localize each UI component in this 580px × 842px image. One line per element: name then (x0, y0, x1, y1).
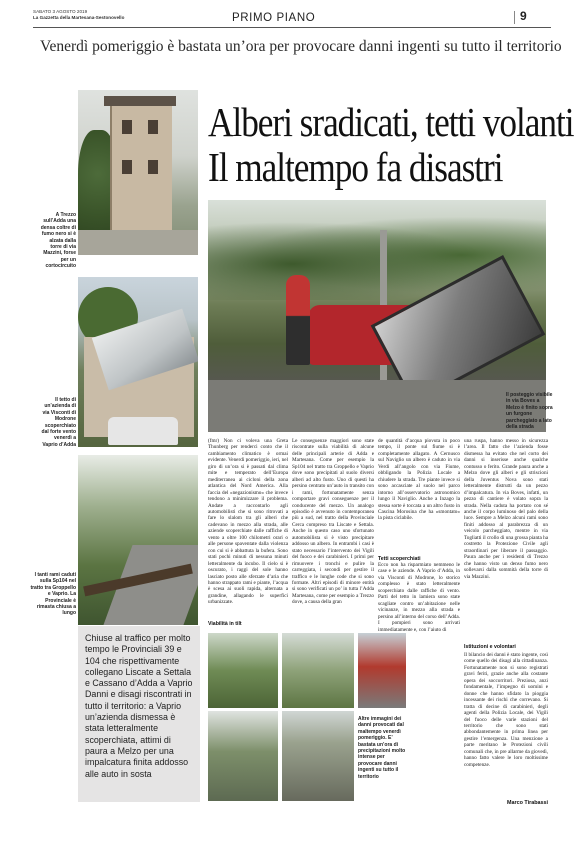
photo-building (110, 102, 172, 242)
photo-window (122, 120, 132, 134)
photo-small-4 (208, 711, 278, 801)
photo-car (108, 417, 178, 445)
photo-window (148, 120, 158, 134)
caption-tower: A Trezzo sull’Adda una densa coltre di fumo nero si è alzata dalla torre di via Mazzini, forse per un cortocircuito (40, 212, 76, 270)
photo-window (148, 160, 158, 174)
author-signature: Marco Tirabassi (507, 800, 548, 806)
subhead-viabilita: Viabilità in tilt (208, 621, 242, 627)
header-rule (33, 27, 551, 28)
photo-roof-damage (78, 277, 198, 447)
photo-fallen-branches (78, 455, 198, 625)
caption-small-photos: Altre immagini dei danni provocati dal maltempo venerdì pomeriggio. E’ bastata un’ora di precipitazioni molto intense per provocare danni ingenti su tutto il territorio (358, 716, 406, 780)
body-column-3: de quantità d’acqua piovuta in poco tempo, il ponte sul fiume si è completamente allagato. A Cernusco sul Naviglio un albero è caduto in via Verdi all’angolo con via Fiume, obbligando la Polizia Locale a chiudere la strada. Tre piante invece si sono accasciate al suolo nel parco intorno all’osservatorio astronomico lungo il Naviglio. Anche a Inzago la stessa sorte è toccata a un altro fusto in Cascina Morosina che ha «smontato» la pista ciclabile. (378, 438, 460, 522)
photo-person (286, 275, 310, 365)
masthead (33, 9, 233, 21)
body-column-3b: Ecco non ha risparmiato nemmeno le case e le aziende. A Vaprio d’Adda, in via Visconti di Modrone, lo storico complesso è stato letteralmente scoperchiato dalle raffiche di vento. Parti del tetto in lamiera sono state scagliate contro un’abitazione nelle vicinanze, in mezzo alla strada e persino all’interno del corso dell’Adda. I pompieri sono arrivati immediatamente e, con l’aiuto di (378, 562, 460, 633)
photo-small-2 (282, 633, 354, 708)
subhead-istituzioni: Istituzioni e volontari (464, 644, 516, 650)
photo-window (122, 160, 132, 174)
photo-small-3 (358, 633, 406, 708)
photo-tower-smoke (78, 90, 198, 255)
article-kicker: Venerdì pomeriggio è bastata un’ora per provocare danni ingenti su tutto il territorio (40, 38, 562, 55)
page-number: 9 (520, 9, 527, 23)
photo-small-5 (282, 711, 354, 801)
headline-line-1: Alberi sradicati, tetti volanti (208, 99, 574, 145)
photo-fence (78, 230, 198, 255)
body-column-4b: Il bilancio dei danni è stato ingente, così come quello dei disagi alla cittadinanza. Fortunatamente non si sono registrati gravi feriti, grazie anche alla costante opera dei soccorritori. Preziosa, anzi fondamentale, l’impegno di uomini e donne che hanno sfidato la pioggia incessante dei rischi che correvano. Si tratta di decine di carabinieri, degli agenti della Polizia Locale, dei Vigili del fuoco delle varie stazioni del territorio che sono stati abbondantemente in prima linea per gestire l’emergenza. Una menzione a parte meritano le Protezioni civili comunali che, in pre allarme da giovedì, hanno fatto valere le loro moltissime competenze. (464, 652, 548, 768)
body-column-1: (fmr) Non ci voleva una Greta Thunberg per renderci conto che il cambiamento climatico è ormai evidente. Venerdì pomeriggio, ieri, nel giro di un’ora si è passati dal clima mite e temperato dell’Europa mediterranea ai cicloni della zona atlantica del Nord America. Alla faccia del «negazionismo» che invece tendono a minimizzare il problema. Andate a raccontarlo agli automobilisti che si sono ritrovati a fare lo slalom tra gli alberi che cadevano in mezzo alla strada, alle aziende scoperchiate dalle raffiche di vento a oltre 100 chilometri orari o alle persone spaventate dalla violenza con cui si è abbattuta la bufera. Sono stati pochi minuti di nessuna minuti letteralmente da incubo. Il cielo si è oscurato, i raggi del sole hanno lasciato posto alle sferzate d’aria che hanno strappato rami e piante, l’acqua è scesa ai suoli rapida, alternata a grandine, allagando le superfici urbanizzate. (208, 438, 288, 606)
subhead-tetti: Tetti scoperchiati (378, 556, 421, 562)
body-column-2: Le conseguenze maggiori sono state riscontrate sulla viabilità di alcune delle principali arterie di Adda e Martesana. Come per esempio la Sp104 nel tratto tra Groppello e Vaprio dove sono precipitati al suolo diversi alberi ad alto fusto. Uno di questi ha persino centrato un’auto in transito con i rami, fortunatamente senza comportare gravi conseguenze per il conducente del mezzo. Un analogo episodio è avvenuto in contemporanea più a sud, nel tratto della Provinciale Cerca compreso tra Liscate e Settala. Anche in questo caso uno sfortunato automobilista si è visto precipitare addosso un albero. In entrambi i casi è stato necessario l’intervento dei Vigili del fuoco e dei carabinieri. I primi per rimuovere i tronchi e pulire la carreggiata, i secondi per gestire il traffico e le lunghe code che si sono formate. Altri episodi di minore entità si sono verificati un po’ in tutta l’Adda Martesana, come per esempio a Trezzo dove, a causa della gran (292, 438, 374, 606)
section-title: PRIMO PIANO (232, 12, 316, 24)
pull-quote: Chiuse al traffico per molto tempo le Provinciali 39 e 104 che rispettivamente collegano Liscate a Settala e Cassano d’Adda a Vaprio Danni e disagi riscontrati in tutto il territorio: a Vaprio un’azienda dismessa è stata letteralmente scoperchiata, attimi di paura a Melzo per una impalcatura finita addosso alle auto in sosta (78, 626, 200, 802)
body-column-4: una ruspa, hanno messo in sicurezza l’area. Il fatto che l’azienda fosse dismessa ha evitato che nel corto dei danni si inserisse anche qualche contusso o ferito. Grande paura anche a Melzo dove gli alberi e gli striscioni della Juventus Nova sono stati letteralmente distrutti da un pezzo d’impalcatura. In via Boves, infatti, un pezzo di cantiere è volato sopra la strada. Nella caduta ha portato con sé anche il corpo luminoso del palo della luce. Sempre a Melzo alcuni rami sono finiti addosso al parabrezza di un veicolo parcheggiato, mentre in via Togliatti il crollo di una grossa pianta ha costretto la Protezione Civile agli straordinari per liberare il passaggio. Paura anche per i residenti di Trezzo che hanno visto un denso fumo nero sollevarsi dalla sommità della torre di via Mazzini. (464, 438, 548, 580)
photo-small-1 (208, 633, 278, 708)
headline-line-2: Il maltempo fa disastri (208, 144, 503, 190)
newspaper-name: La Gazzetta della Martesana-Sestonovello (33, 15, 125, 20)
photo-roof (104, 96, 176, 106)
issue-date: SABATO 3 AGOSTO 2019 (33, 9, 88, 14)
article-headline (208, 99, 574, 190)
caption-roof: Il tetto di un’azienda di via Visconti di Modrone scoperchiato dal forte vento venerdì a Vaprio d’Adda (41, 397, 76, 448)
photo-main-scaffold (208, 200, 546, 432)
caption-main: Il posteggio visibile in via Boves a Melzo è finito sopra un furgone parcheggiato a lato della strada (506, 392, 553, 431)
photo-ground (208, 380, 546, 432)
caption-trees: I tanti rami caduti sulla Sp104 nel tratto tra Groppello e Vaprio. La Provinciale è rimasta chiusa a lungo (30, 572, 76, 617)
